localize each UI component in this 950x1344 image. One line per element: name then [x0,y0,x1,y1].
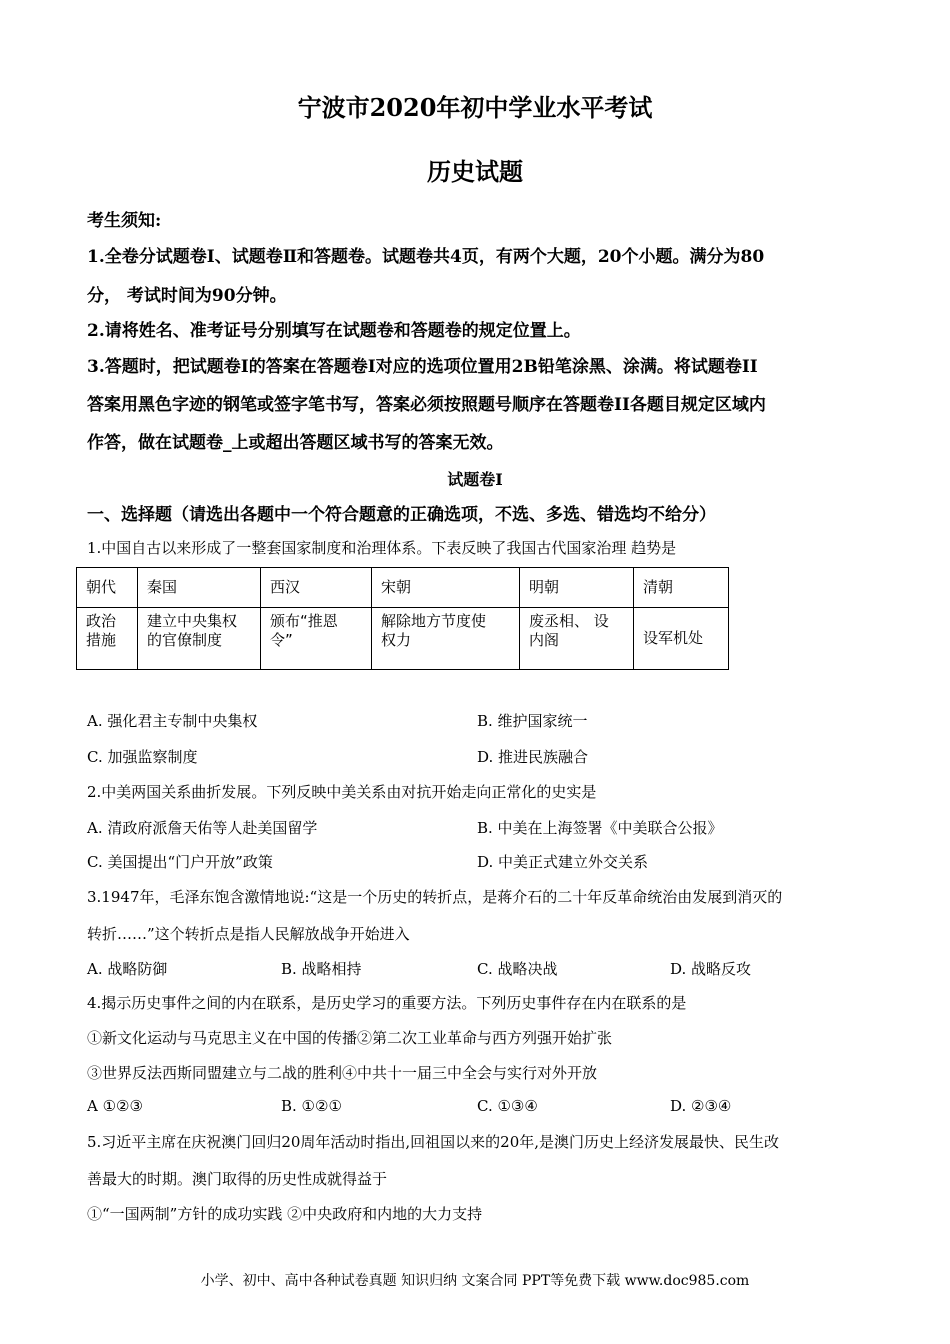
question-1-option-c[interactable]: C. 加强监察制度 [87,748,198,766]
table-header-cell: 清朝 [634,568,729,608]
question-3-option-b[interactable]: B. 战略相持 [281,960,362,978]
table-cell-line: 措施 [86,631,117,649]
notice-line: 分， 考试时间为90分钟。 [87,286,287,306]
question-4-option-c[interactable]: C. ①③④ [477,1097,538,1115]
question-4-option-a[interactable]: A ①②③ [87,1097,143,1115]
question-2-option-b[interactable]: B. 中美在上海签署《中美联合公报》 [477,819,723,837]
table-cell-line: 解除地方节度使 [381,612,487,630]
question-3-stem: 转折……”这个转折点是指人民解放战争开始进入 [87,925,410,943]
notice-line: 作答，做在试题卷_上或超出答题区域书写的答案无效。 [87,433,504,453]
section-heading: 一、选择题（请选出各题中一个符合题意的正确选项，不选、多选、错选均不给分） [87,505,716,525]
table-cell [372,608,520,670]
exam-subject: 历史试题 [427,157,523,186]
question-4-option-b[interactable]: B. ①②① [281,1097,342,1115]
table-cell-line: 废丞相、 设 [529,612,609,630]
question-2-option-d[interactable]: D. 中美正式建立外交关系 [477,853,649,871]
question-4-item: ①新文化运动与马克思主义在中国的传播②第二次工业革命与西方列强开始扩张 [87,1029,613,1047]
question-1-option-a[interactable]: A. 强化君主专制中央集权 [87,712,258,730]
table-row-label [77,608,138,670]
table-cell-line: 的官僚制度 [147,631,223,649]
notice-line: 2.请将姓名、准考证号分别填写在试题卷和答题卷的规定位置上。 [87,321,581,341]
question-1-stem: 1.中国自古以来形成了一整套国家制度和治理体系。下表反映了我国古代国家治理 趋势是 [87,539,677,557]
question-1-option-d[interactable]: D. 推进民族融合 [477,748,589,766]
table-cell-line: 设军机处 [643,629,704,647]
question-1-option-b[interactable]: B. 维护国家统一 [477,712,588,730]
table-header-cell: 明朝 [520,568,634,608]
question-4-option-d[interactable]: D. ②③④ [670,1097,732,1115]
exam-title: 宁波市2020年初中学业水平考试 [297,93,653,122]
table-header-row [77,568,729,608]
question-3-stem: 3.1947年，毛泽东饱含激情地说:“这是一个历史的转折点，是蒋介石的二十年反革命统治由发展到消灭的 [87,888,783,906]
table-header-cell: 朝代 [77,568,138,608]
question-5-item: ①“一国两制”方针的成功实践 ②中央政府和内地的大力支持 [87,1205,483,1223]
question-1-table [76,567,729,670]
question-3-option-a[interactable]: A. 战略防御 [87,960,168,978]
table-cell [634,608,729,670]
table-cell-line: 令” [270,631,293,649]
notice-heading: 考生须知: [87,211,162,231]
table-cell [520,608,634,670]
notice-line: 答案用黑色字迹的钢笔或签字笔书写，答案必须按照题号顺序在答题卷II各题目规定区域内 [87,395,766,415]
question-2-option-c[interactable]: C. 美国提出“门户开放”政策 [87,853,273,871]
question-4-item: ③世界反法西斯同盟建立与二战的胜利④中共十一届三中全会与实行对外开放 [87,1064,598,1082]
question-3-option-c[interactable]: C. 战略决战 [477,960,558,978]
question-3-option-d[interactable]: D. 战略反攻 [670,960,752,978]
notice-line: 1.全卷分试题卷Ⅰ、试题卷Ⅱ和答题卷。试题卷共4页，有两个大题，20个小题。满分为80 [87,247,765,267]
question-5-stem: 善最大的时期。澳门取得的历史性成就得益于 [87,1170,388,1188]
table-cell-line: 建立中央集权 [147,612,238,630]
table-header-cell: 秦国 [138,568,261,608]
table-header-cell: 宋朝 [372,568,520,608]
notice-line: 3.答题时，把试题卷I的答案在答题卷I对应的选项位置用2B铅笔涂黑、涂满。将试题卷II [87,357,758,377]
table-cell-line: 权力 [381,631,412,649]
table-cell-line: 政治 [86,612,117,630]
table-cell-line: 内阁 [529,631,560,649]
question-4-stem: 4.揭示历史事件之间的内在联系，是历史学习的重要方法。下列历史事件存在内在联系的是 [87,994,687,1012]
table-header-cell: 西汉 [261,568,372,608]
page-footer: 小学、初中、高中各种试卷真题 知识归纳 文案合同 PPT等免费下载 www.doc985.com [200,1273,750,1289]
table-row [77,608,729,670]
paper-label: 试题卷I [447,470,503,489]
question-2-option-a[interactable]: A. 清政府派詹天佑等人赴美国留学 [87,819,318,837]
question-5-stem: 5.习近平主席在庆祝澳门回归20周年活动时指出,回祖国以来的20年,是澳门历史上经济发展最快、民生改 [87,1133,780,1151]
table-cell [261,608,372,670]
table-cell [138,608,261,670]
question-2-stem: 2.中美两国关系曲折发展。下列反映中美关系由对抗开始走向正常化的史实是 [87,783,597,801]
table-cell-line: 颁布“推恩 [270,612,338,630]
